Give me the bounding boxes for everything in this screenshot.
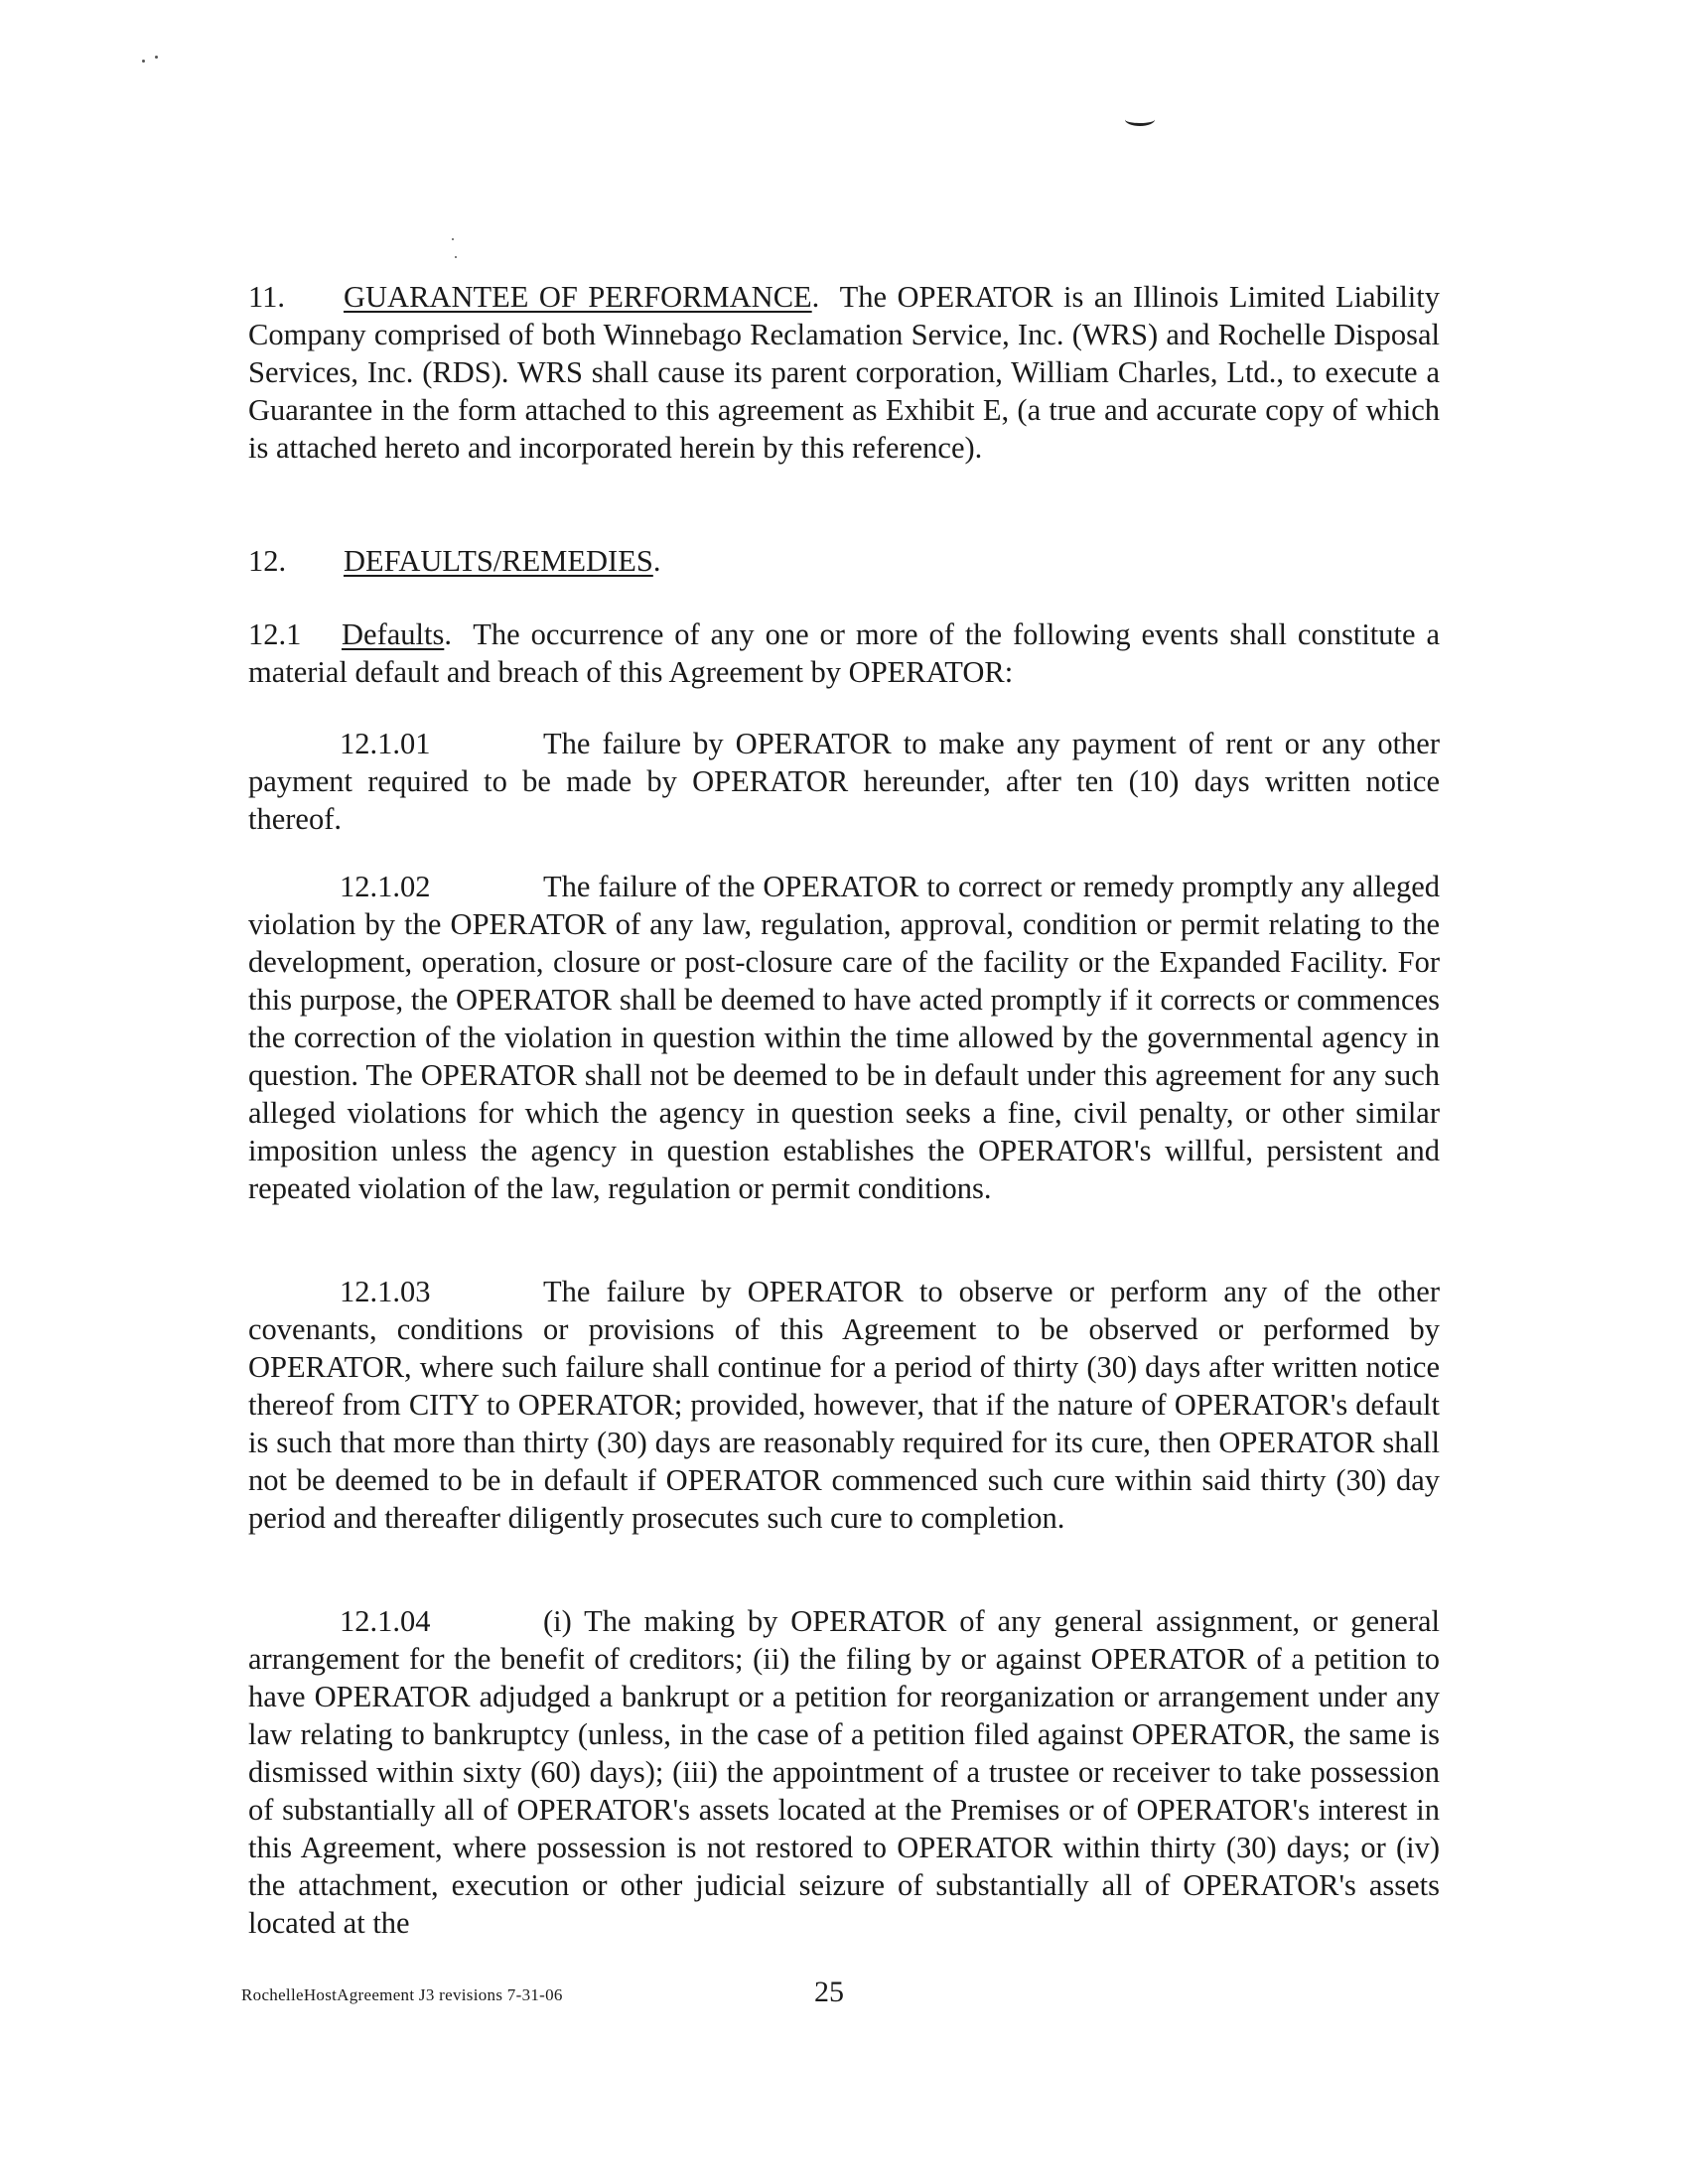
item-12-1-02	[248, 868, 1440, 1207]
item-text: The failure by OPERATOR to observe or perform any of the other covenants, conditions or provisions of this Agreement to be observed or performed by OPERATOR, where such failure shall continue for a period of thirty (30) days after written notice thereof from CITY to OPERATOR; provided, however, that if the nature of OPERATOR's default is such that more than thirty (30) days are reasonably required for its cure, then OPERATOR shall not be deemed to be in default if OPERATOR commenced such cure within said thirty (30) day period and thereafter diligently prosecutes such cure to completion.	[248, 1275, 1440, 1535]
scan-speck	[142, 60, 145, 63]
section-12-1-body: The occurrence of any one or more of the following events shall constitute a material default and breach of this Agreement by OPERATOR:	[248, 617, 1440, 689]
section-11-heading: GUARANTEE OF PERFORMANCE	[344, 280, 812, 314]
item-12-1-04	[248, 1602, 1440, 1942]
section-12-heading-line	[248, 542, 1440, 580]
item-text: The failure of the OPERATOR to correct or remedy promptly any alleged violation by the OPERATOR of any law, regulation, approval, condition or permit relating to the development, operation, closure or post-closure care of the facility or the Expanded Facility. For this purpose, the OPERATOR shall be deemed to have acted promptly if it corrects or commences the correction of the violation in question within the time allowed by the governmental agency in question. The OPERATOR shall not be deemed to be in default under this agreement for any such alleged violations for which the agency in question seeks a fine, civil penalty, or other similar imposition unless the agency in question establishes the OPERATOR's willful, persistent and repeated violation of the law, regulation or permit conditions.	[248, 870, 1440, 1205]
section-12-heading-punct: .	[652, 544, 661, 578]
item-label: 12.1.03	[340, 1275, 431, 1308]
scan-speck	[455, 256, 457, 258]
item-12-1-01	[248, 725, 1440, 838]
section-12-1-heading: Defaults	[342, 617, 445, 651]
section-11-paragraph	[248, 278, 1440, 467]
page-number: 25	[814, 1976, 844, 2008]
footer-document-id: RochelleHostAgreement J3 revisions 7-31-06	[241, 1985, 563, 2004]
item-text: The failure by OPERATOR to make any payment of rent or any other payment required to be made by OPERATOR hereunder, after ten (10) days written notice thereof.	[248, 727, 1440, 836]
scan-speck	[155, 56, 158, 59]
section-12-1-paragraph	[248, 615, 1440, 691]
section-12-1-heading-punct: .	[444, 617, 452, 651]
scan-speck	[452, 238, 454, 240]
section-11-number: 11.	[248, 280, 285, 314]
section-12-number: 12.	[248, 544, 287, 578]
item-12-1-03	[248, 1273, 1440, 1537]
section-11-heading-punct: .	[811, 280, 820, 314]
scan-mark	[1125, 113, 1155, 126]
section-12-heading: DEFAULTS/REMEDIES	[344, 544, 653, 578]
section-11-body: The OPERATOR is an Illinois Limited Liability Company comprised of both Winnebago Reclamation Service, Inc. (WRS) and Rochelle Disposal Services, Inc. (RDS). WRS shall cause its parent corporation, William Charles, Ltd., to execute a Guarantee in the form attached to this agreement as Exhibit E, (a true and accurate copy of which is attached hereto and incorporated herein by this reference).	[248, 280, 1440, 465]
item-label: 12.1.01	[340, 727, 431, 760]
section-12-1-number: 12.1	[248, 617, 302, 651]
item-label: 12.1.04	[340, 1604, 431, 1638]
item-text: (i) The making by OPERATOR of any general assignment, or general arrangement for the benefit of creditors; (ii) the filing by or against OPERATOR of a petition to have OPERATOR adjudged a bankrupt or a petition for reorganization or arrangement under any law relating to bankruptcy (unless, in the case of a petition filed against OPERATOR, the same is dismissed within sixty (60) days); (iii) the appointment of a trustee or receiver to take possession of substantially all of OPERATOR's assets located at the Premises or of OPERATOR's interest in this Agreement, where possession is not restored to OPERATOR within thirty (30) days; or (iv) the attachment, execution or other judicial seizure of substantially all of OPERATOR's assets located at the	[248, 1604, 1440, 1940]
item-label: 12.1.02	[340, 870, 431, 903]
